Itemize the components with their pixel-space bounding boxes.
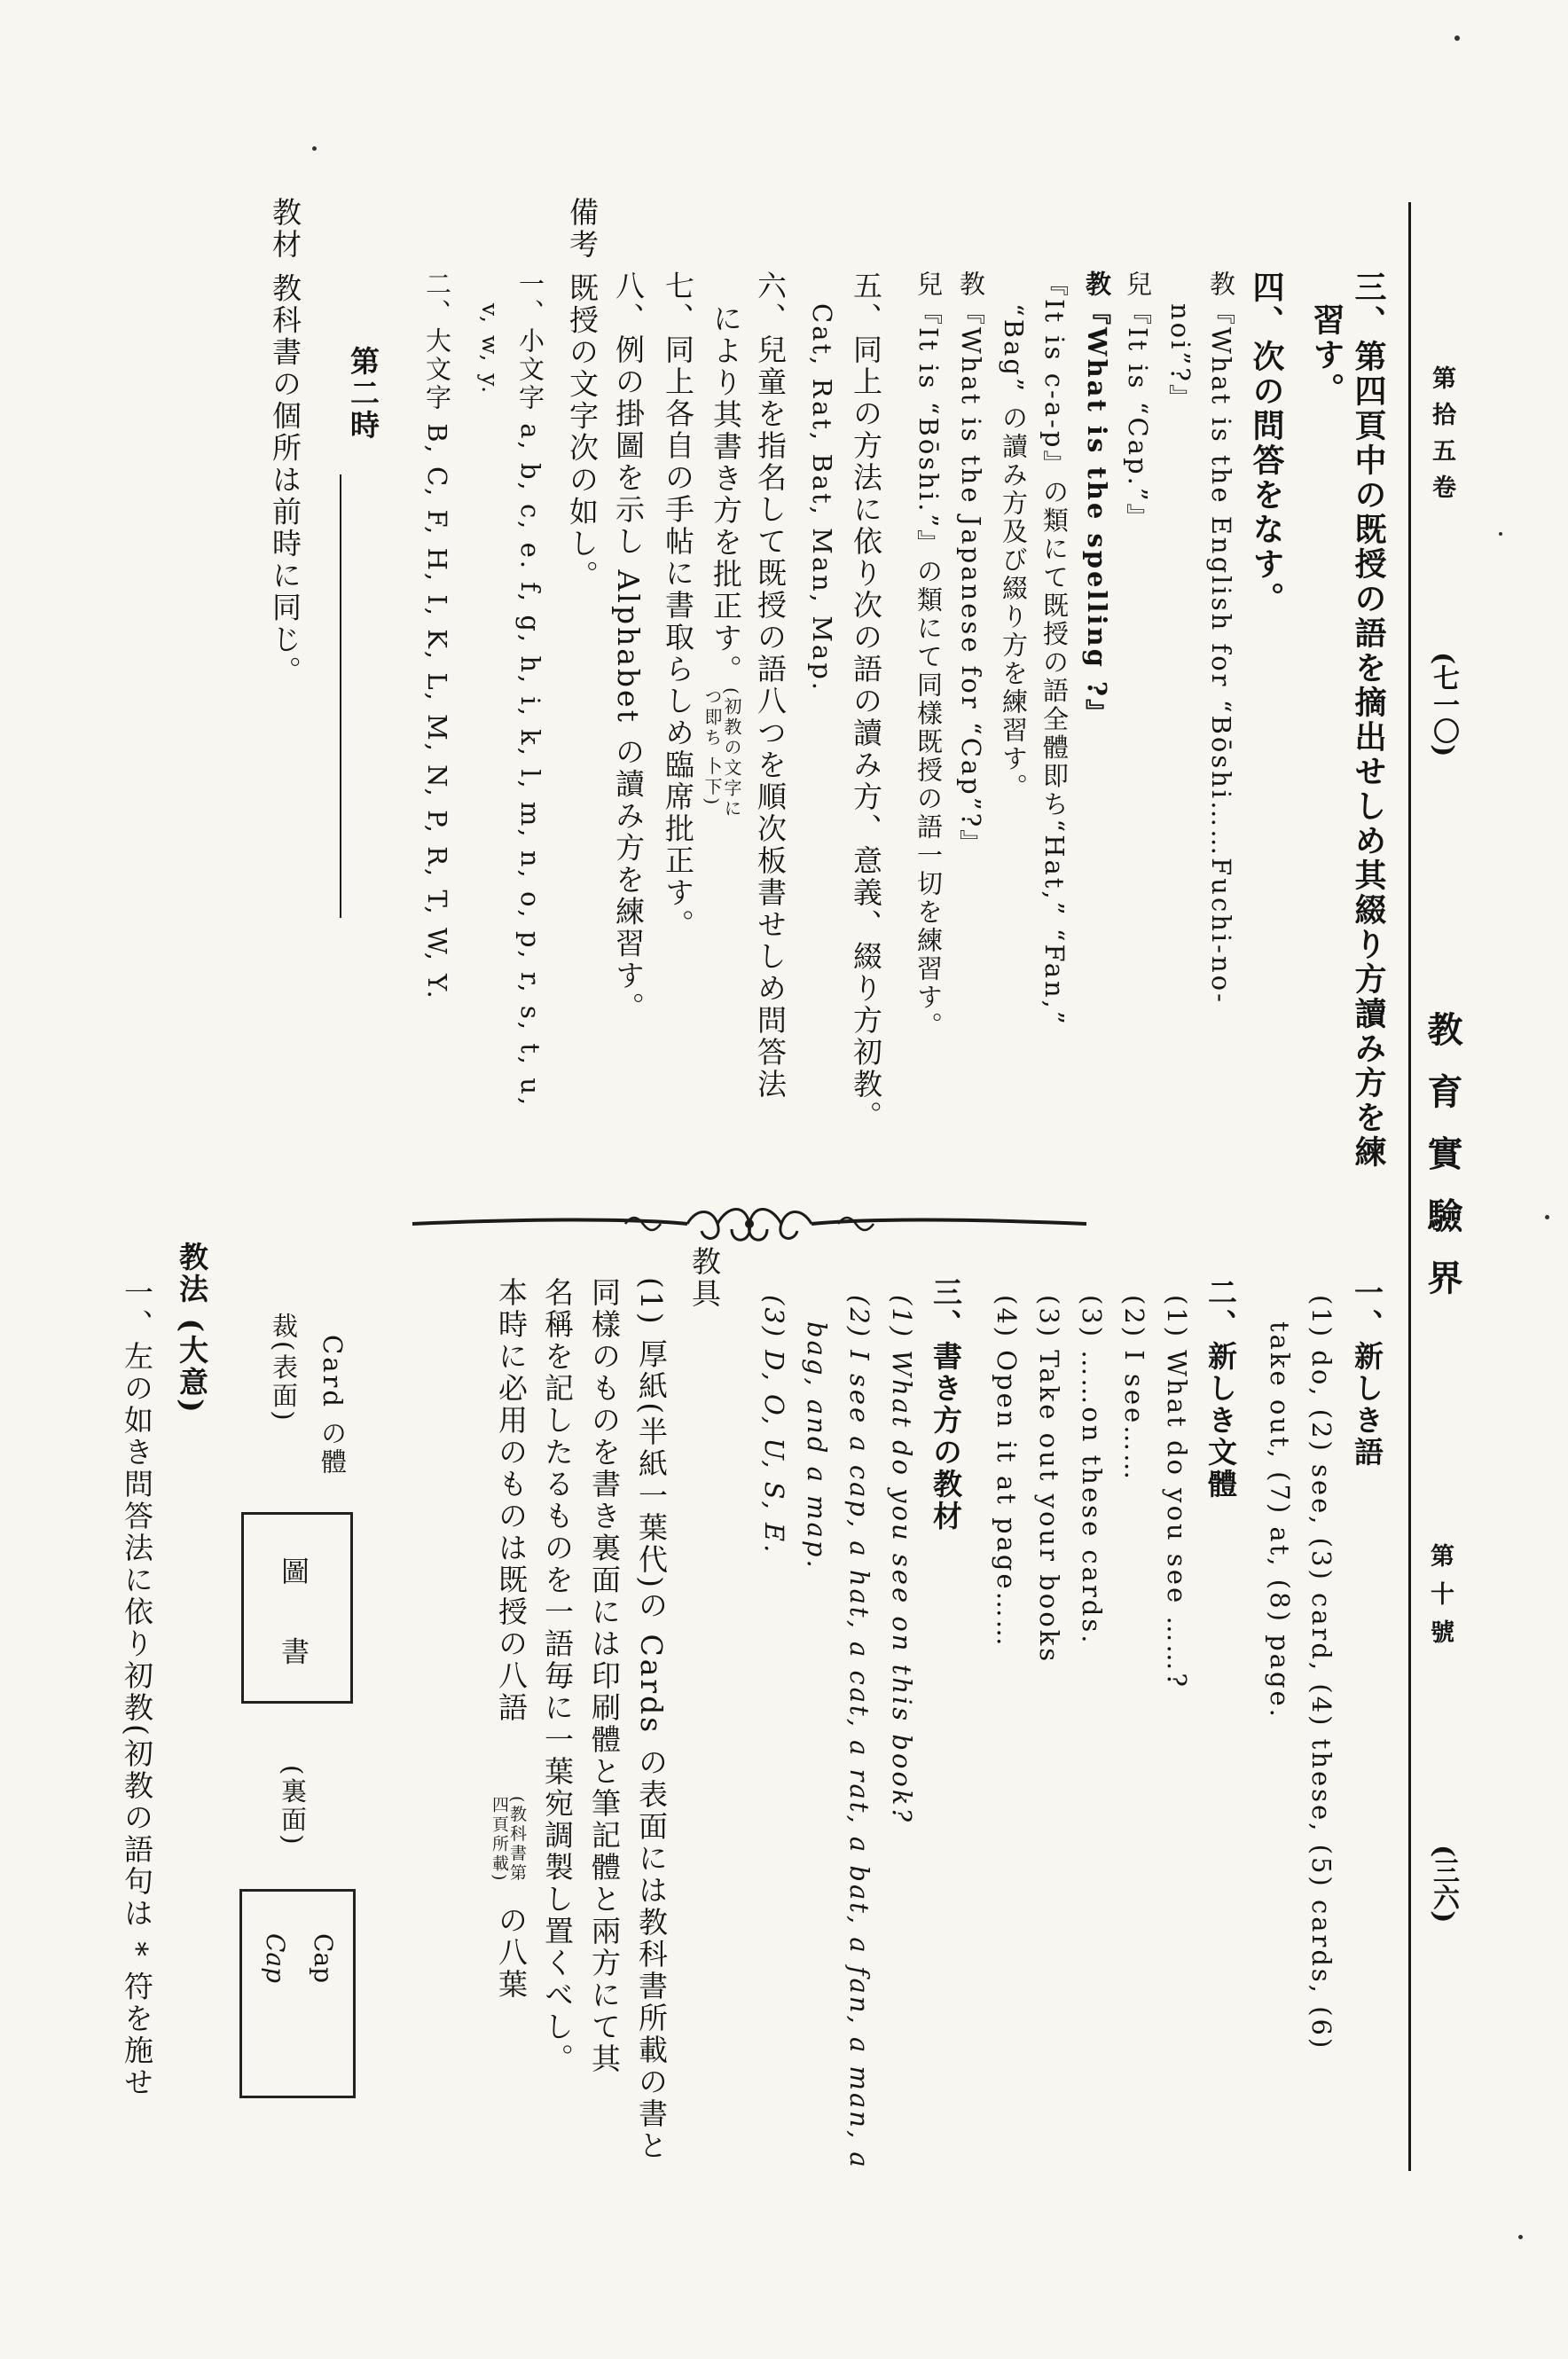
period-rule xyxy=(340,474,341,918)
writing-material-3: (3) D, O, U, S, E. xyxy=(759,1295,789,1556)
tools-line-2: 同樣のものを書き裏面には印刷體と筆記體と兩方にて其 xyxy=(587,1277,622,2075)
question-1a: 教『What is the English for “Bōshi……Fuchi-no- xyxy=(1206,270,1236,1005)
scan-speck xyxy=(1454,35,1460,41)
card-back-script: Cap xyxy=(261,1933,290,1984)
item-3: 三、第四頁中の既授の語を摘出せしめ其綴り方讀み方を練 xyxy=(1350,270,1387,1170)
tools-line-4: 本時に必用のものは既授の八語 xyxy=(494,1277,529,1724)
item-4: 四、次の問答をなす。 xyxy=(1248,270,1285,616)
method-heading: 教法 (大意) xyxy=(175,1242,209,1415)
new-words-a: (1) do, (2) see, (3) card, (4) these, (5) cards, (6) xyxy=(1306,1295,1337,2051)
answer-2-cont: “Bag” の讀み方及び綴り方を練習す。 xyxy=(999,303,1029,803)
tools-line-1: (1) 厚紙(半紙一葉代)の Cards の表面には教科書所載の書と xyxy=(634,1277,669,2162)
issue-label: 第十號 xyxy=(1426,1543,1454,1658)
remarks-lowercase: 一、小文字 a, b, c, e. f, g, h, i, k, l, m, n, o, p, r, s, t, u, xyxy=(515,270,545,1109)
writing-materials-heading: 三、書き方の教材 xyxy=(929,1277,963,1532)
remarks-lowercase-cont: v, w, y. xyxy=(477,303,503,396)
card-label-b: 裁(表面) xyxy=(269,1313,299,1423)
new-sentence-4: (3) Take out your books xyxy=(1034,1295,1064,1665)
tools-line-4-note-b: 四頁所載) xyxy=(490,1796,509,1884)
answer-3: 兒『It is “Bōshi.”』の類にて同樣既授の語一切を練習す。 xyxy=(913,270,944,1041)
new-sentence-5: (4) Open it at page…… xyxy=(992,1295,1022,1649)
item-7: 七、同上各自の手帖に書取らしめ臨席批正す。 xyxy=(661,270,695,941)
volume-label: 第拾五卷 xyxy=(1428,365,1455,511)
question-3: 教『What is the Japanese for “Cap”?』 xyxy=(956,270,986,858)
tools-heading: 教具 xyxy=(687,1246,722,1310)
new-sentences-heading: 二、新しき文體 xyxy=(1203,1277,1238,1501)
new-sentence-1: (1) What do you see ……? xyxy=(1162,1295,1192,1689)
materials: 教材 教科書の個所は前時に同じ。 xyxy=(268,197,302,688)
card-back-print: Cap xyxy=(309,1933,338,1984)
item-6-cont: により其書き方を批正す。 xyxy=(709,303,743,686)
ornamental-divider xyxy=(404,1197,1095,1250)
item-8: 八、例の掛圖を示し Alphabet の讀み方を練習す。 xyxy=(611,270,646,1024)
page-number: (七一〇) xyxy=(1428,652,1459,757)
scan-speck xyxy=(1499,532,1502,536)
question-1b: noi”?』 xyxy=(1165,303,1196,412)
tools-line-4-end: の八葉 xyxy=(494,1905,529,2001)
item-6-note-a: (初教の文字に xyxy=(721,687,742,819)
item-6-note-b: つ即ち 卜下) xyxy=(702,687,723,808)
tools-line-3: 名稱を記したるものを一語毎に一葉宛調製し置くべし。 xyxy=(540,1277,575,2075)
writing-material-1: (1) What do you see on this book? xyxy=(887,1295,917,1825)
card-back-box xyxy=(239,1889,356,2098)
journal-title: 教育實驗界 xyxy=(1422,1011,1463,1321)
writing-material-2: (2) I see a cap, a hat, a cat, a rat, a bat, a fan, a man, a xyxy=(844,1295,874,2170)
header-rule xyxy=(1408,202,1411,2171)
scan-speck xyxy=(1545,1215,1549,1219)
item-5: 五、同上の方法に依り次の語の讀み方、意義、綴り方初教。 xyxy=(849,270,883,1132)
answer-1: 兒『It is “Cap.”』 xyxy=(1123,270,1153,532)
card-front-text: 圖 書 xyxy=(277,1556,310,1687)
tools-line-4-note-a: (教科書第 xyxy=(507,1796,527,1884)
card-label-a: Card の體 xyxy=(318,1335,348,1477)
question-2: 教『What is the spelling ?』 xyxy=(1082,270,1112,727)
new-sentence-3: (3) ……on these cards. xyxy=(1077,1295,1107,1646)
method-item-1: 一、左の如き問答法に依り初教(初教の語句は * 符を施せ xyxy=(120,1277,154,2099)
card-back-label: (裏面) xyxy=(278,1765,308,1847)
scan-speck xyxy=(312,146,317,151)
issue-page: (三六) xyxy=(1428,1845,1459,1924)
item-6: 六、兒童を指名して既授の語八つを順次板書せしめ問答法 xyxy=(753,270,788,1101)
new-words-b: take out, (7) at, (8) page. xyxy=(1265,1321,1295,1720)
item-5-words: Cat, Rat, Bat, Man, Map. xyxy=(807,303,837,694)
scan-speck xyxy=(1518,2235,1523,2239)
new-words-heading: 一、新しき語 xyxy=(1350,1277,1384,1469)
item-3-cont: 習す。 xyxy=(1308,303,1345,407)
remarks: 備考 既授の文字次の如し。 xyxy=(565,197,600,592)
new-sentence-2: (2) I see…… xyxy=(1119,1295,1149,1483)
period-2-heading: 第二時 xyxy=(346,346,380,442)
answer-2: 『It is c-a-p』の類にて既授の語全體即ち“Hat,” “Fan,” xyxy=(1039,270,1070,1027)
remarks-uppercase: 二、大文字 B, C, F, H, I, K, L, M, N, P, R, T, W, Y. xyxy=(422,270,452,1001)
writing-material-2-cont: bag, and a map. xyxy=(802,1321,832,1571)
